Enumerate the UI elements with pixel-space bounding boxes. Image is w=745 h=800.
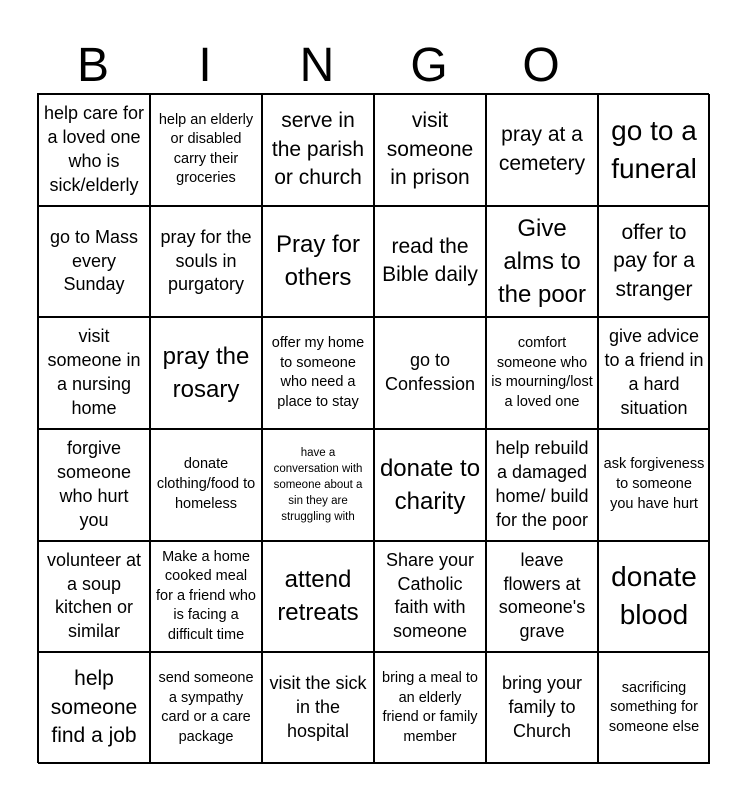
bingo-cell[interactable]: help an elderly or disabled carry their groceries (150, 94, 262, 206)
bingo-cell[interactable]: sacrificing something for someone else (598, 652, 710, 764)
bingo-cell[interactable]: pray the rosary (150, 317, 262, 429)
bingo-cell[interactable]: donate blood (598, 541, 710, 653)
bingo-cell[interactable]: read the Bible daily (374, 206, 486, 318)
bingo-cell[interactable]: leave flowers at someone's grave (486, 541, 598, 653)
bingo-cell[interactable]: go to Mass every Sunday (38, 206, 150, 318)
bingo-cell[interactable]: go to Confession (374, 317, 486, 429)
header-letter-b: B (76, 39, 109, 92)
bingo-cell[interactable]: visit someone in a nursing home (38, 317, 150, 429)
bingo-cell[interactable]: bring your family to Church (486, 652, 598, 764)
bingo-cell[interactable]: have a conversation with someone about a sin they are struggling with (262, 429, 374, 541)
bingo-cell[interactable]: donate to charity (374, 429, 486, 541)
bingo-cell[interactable]: donate clothing/food to homeless (150, 429, 262, 541)
header-letter-g: G (410, 39, 448, 92)
header-letter-i: I (198, 39, 212, 92)
bingo-cell[interactable]: offer to pay for a stranger (598, 206, 710, 318)
bingo-cell[interactable]: go to a funeral (598, 94, 710, 206)
bingo-cell[interactable]: comfort someone who is mourning/lost a loved one (486, 317, 598, 429)
bingo-cell[interactable]: visit the sick in the hospital (262, 652, 374, 764)
bingo-cell[interactable]: offer my home to someone who need a place to stay (262, 317, 374, 429)
bingo-cell[interactable]: attend retreats (262, 541, 374, 653)
header-letter-blank (597, 38, 709, 94)
bingo-cell[interactable]: pray for the souls in purgatory (150, 206, 262, 318)
bingo-cell[interactable]: ask forgiveness to someone you have hurt (598, 429, 710, 541)
bingo-cell[interactable]: visit someone in prison (374, 94, 486, 206)
bingo-cell[interactable]: Give alms to the poor (486, 206, 598, 318)
bingo-cell[interactable]: send someone a sympathy card or a care package (150, 652, 262, 764)
bingo-cell[interactable]: volunteer at a soup kitchen or similar (38, 541, 150, 653)
bingo-cell[interactable]: bring a meal to an elderly friend or family member (374, 652, 486, 764)
bingo-cell[interactable]: Make a home cooked meal for a friend who is facing a difficult time (150, 541, 262, 653)
header-letter-o: O (522, 39, 560, 92)
bingo-header (37, 38, 709, 94)
bingo-cell[interactable]: help rebuild a damaged home/ build for the poor (486, 429, 598, 541)
bingo-cell[interactable]: forgive someone who hurt you (38, 429, 150, 541)
bingo-cell[interactable]: help someone find a job (38, 652, 150, 764)
header-letter-n: N (299, 39, 335, 92)
bingo-cell[interactable]: Pray for others (262, 206, 374, 318)
bingo-cell[interactable]: serve in the parish or church (262, 94, 374, 206)
bingo-cell[interactable]: give advice to a friend in a hard situation (598, 317, 710, 429)
bingo-cell[interactable]: Share your Catholic faith with someone (374, 541, 486, 653)
bingo-board (37, 93, 709, 763)
bingo-cell[interactable]: pray at a cemetery (486, 94, 598, 206)
bingo-cell[interactable]: help care for a loved one who is sick/elderly (38, 94, 150, 206)
